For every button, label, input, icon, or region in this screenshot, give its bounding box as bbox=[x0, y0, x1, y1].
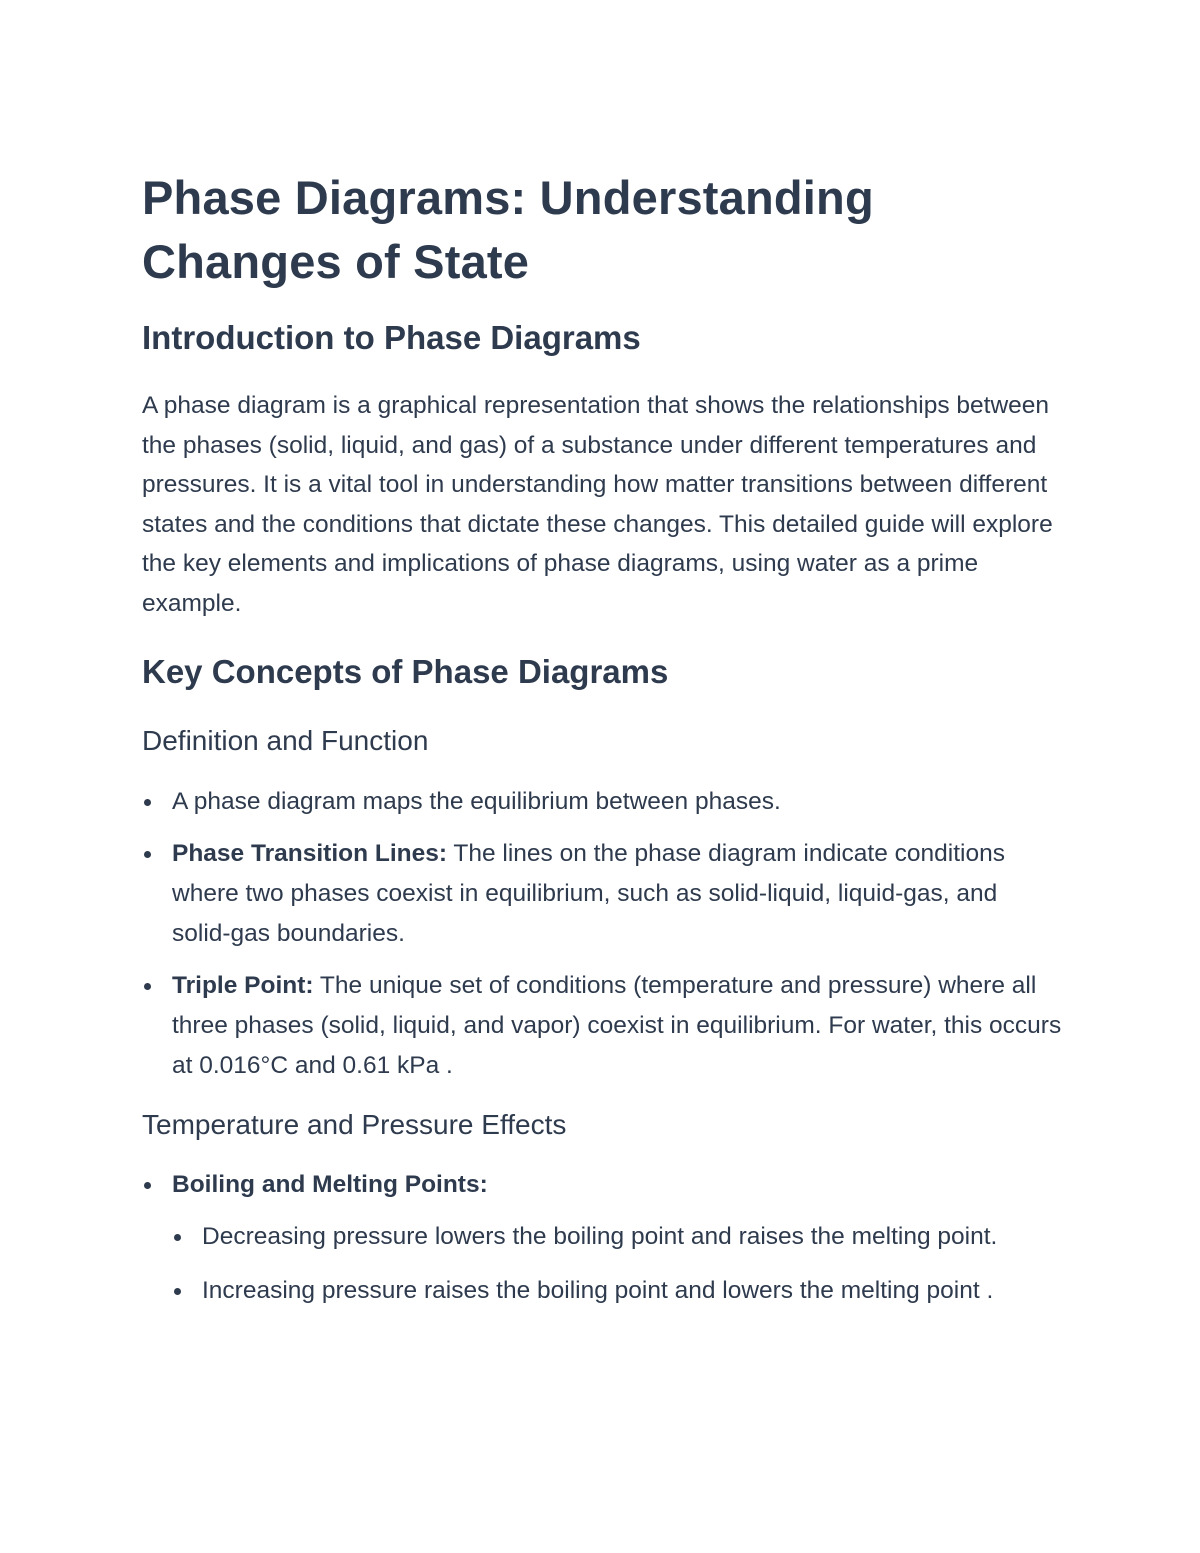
list-item bbox=[142, 834, 1062, 954]
definition-heading: Definition and Function bbox=[142, 725, 429, 756]
bullet-icon bbox=[144, 851, 151, 858]
triple-point-term: Triple Point: bbox=[172, 972, 314, 999]
temp-pressure-list bbox=[142, 1165, 1062, 1311]
list-item bbox=[172, 1217, 1032, 1257]
intro-paragraph: A phase diagram is a graphical representation that shows the relationships between the phases (solid, liquid, and gas) of a substance under different temperatures and pressures. It is a vital tool in understanding how matter transitions between different states and the conditions that dictate these changes. This detailed guide will explore the key elements and implications of phase diagrams, using water as a prime example. bbox=[142, 392, 1053, 617]
triple-point-text: The unique set of conditions (temperature and pressure) where all three phases (solid, liquid, and vapor) coexist in equilibrium. For water, this occurs at 0.016°C and 0.61 kPa . bbox=[172, 972, 1062, 1079]
definition-list bbox=[142, 782, 1062, 1086]
definition-item-text: A phase diagram maps the equilibrium between phases. bbox=[172, 788, 781, 815]
intro-heading: Introduction to Phase Diagrams bbox=[142, 319, 641, 356]
phase-transition-lines-term: Phase Transition Lines: bbox=[172, 840, 448, 867]
bullet-icon bbox=[144, 983, 151, 990]
boiling-melting-term: Boiling and Melting Points: bbox=[172, 1171, 488, 1198]
list-item bbox=[142, 966, 1062, 1086]
sub-item-text: Increasing pressure raises the boiling point and lowers the melting point . bbox=[202, 1277, 994, 1304]
page-title: Phase Diagrams: Understanding Changes of State bbox=[142, 171, 874, 288]
phase-transition-lines-text: The lines on the phase diagram indicate conditions where two phases coexist in equilibrium, such as solid-liquid, liquid-gas, and solid-gas boundaries. bbox=[172, 840, 1005, 947]
list-item bbox=[142, 1165, 1062, 1311]
bullet-icon bbox=[174, 1288, 181, 1295]
bullet-icon bbox=[144, 1182, 151, 1189]
list-item bbox=[172, 1271, 1032, 1311]
bullet-icon bbox=[144, 799, 151, 806]
key-concepts-heading: Key Concepts of Phase Diagrams bbox=[142, 653, 669, 690]
temp-pressure-heading: Temperature and Pressure Effects bbox=[142, 1109, 567, 1140]
sub-item-text: Decreasing pressure lowers the boiling point and raises the melting point. bbox=[202, 1223, 998, 1250]
bullet-icon bbox=[174, 1234, 181, 1241]
list-item bbox=[142, 782, 1062, 822]
boiling-melting-sublist bbox=[172, 1217, 1032, 1311]
